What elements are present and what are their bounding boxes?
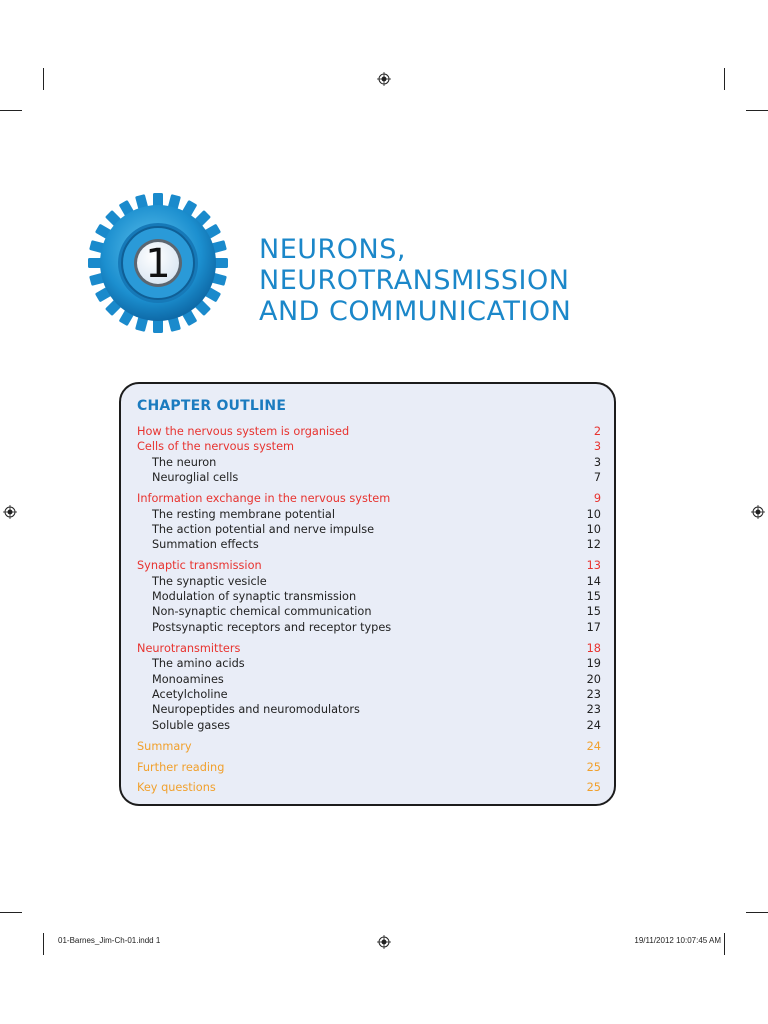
crop-mark xyxy=(43,68,44,90)
chapter-title xyxy=(259,234,679,327)
outline-entry xyxy=(137,702,601,718)
outline-heading: CHAPTER OUTLINE xyxy=(137,398,287,414)
outline-entry xyxy=(137,558,601,574)
outline-entry-page: 14 xyxy=(586,574,601,588)
registration-mark-icon xyxy=(377,72,391,86)
crop-mark xyxy=(43,933,44,955)
outline-entry-label: The synaptic vesicle xyxy=(152,574,267,588)
outline-entry-page: 25 xyxy=(586,760,601,774)
outline-entry xyxy=(137,491,601,507)
outline-entry xyxy=(137,537,601,553)
outline-entry-label: Information exchange in the nervous system xyxy=(137,492,391,506)
outline-entry-label: Neuropeptides and neuromodulators xyxy=(152,703,360,717)
outline-entry-label: How the nervous system is organised xyxy=(137,425,350,438)
chapter-title-line: AND COMMUNICATION xyxy=(259,296,572,327)
outline-entry-label: Modulation of synaptic transmission xyxy=(152,590,357,603)
outline-entry-page: 20 xyxy=(586,672,601,686)
chapter-title-line: NEURONS, xyxy=(259,234,406,265)
outline-entry-label: The amino acids xyxy=(152,657,245,671)
registration-mark-icon xyxy=(377,935,391,949)
outline-entry-label: Synaptic transmission xyxy=(137,559,262,573)
chapter-outline-box xyxy=(119,382,616,806)
outline-entry xyxy=(137,470,601,486)
outline-entry-page: 3 xyxy=(593,455,601,469)
crop-mark xyxy=(724,933,725,955)
outline-entry-page: 24 xyxy=(586,739,601,753)
crop-mark xyxy=(746,912,768,913)
outline-entry-page: 15 xyxy=(586,590,601,603)
outline-entry xyxy=(137,574,601,590)
outline-entry-label: Soluble gases xyxy=(152,718,231,732)
crop-mark xyxy=(724,68,725,90)
outline-entry xyxy=(137,620,601,636)
outline-entry-page: 13 xyxy=(586,559,601,573)
outline-entry-page: 19 xyxy=(586,657,601,671)
outline-entry-label: Cells of the nervous system xyxy=(137,440,295,454)
outline-entry xyxy=(137,718,601,734)
outline-entry-page: 3 xyxy=(593,440,601,454)
outline-entry xyxy=(137,604,601,620)
outline-entry-page: 12 xyxy=(586,538,601,552)
outline-entry xyxy=(137,687,601,703)
outline-entry-label: Further reading xyxy=(137,760,225,774)
outline-entry-page: 23 xyxy=(586,703,601,717)
outline-entry-label: Summary xyxy=(137,739,192,753)
outline-entry-label: Non-synaptic chemical communication xyxy=(152,605,372,619)
outline-entry-label: The resting membrane potential xyxy=(152,507,335,521)
outline-entry-label: Neurotransmitters xyxy=(137,641,241,655)
outline-entry-label: Postsynaptic receptors and receptor types xyxy=(152,620,392,634)
crop-mark xyxy=(0,110,22,111)
outline-entry xyxy=(137,760,601,776)
outline-entry-page: 15 xyxy=(586,605,601,619)
outline-entry-page: 24 xyxy=(586,718,601,732)
outline-entry-page: 18 xyxy=(586,641,601,655)
outline-entry-page: 17 xyxy=(586,620,601,634)
outline-entry-label: Neuroglial cells xyxy=(152,471,239,485)
outline-entry xyxy=(137,656,601,672)
outline-entry xyxy=(137,522,601,538)
outline-entry-page: 10 xyxy=(586,522,601,536)
outline-entry xyxy=(137,507,601,523)
outline-entry xyxy=(137,780,601,796)
outline-entry xyxy=(137,439,601,455)
chapter-number: 1 xyxy=(145,241,171,287)
outline-entry xyxy=(137,739,601,755)
registration-mark-icon xyxy=(3,505,17,519)
outline-entry-page: 2 xyxy=(593,425,601,438)
outline-entry-label: Acetylcholine xyxy=(152,687,228,701)
outline-entry xyxy=(137,641,601,657)
outline-entry-page: 7 xyxy=(593,471,601,485)
outline-entry-label: The action potential and nerve impulse xyxy=(152,522,375,536)
chapter-title-line: NEUROTRANSMISSION xyxy=(259,265,570,296)
crop-mark xyxy=(746,110,768,111)
outline-entry-page: 23 xyxy=(586,687,601,701)
outline-entry-page: 10 xyxy=(586,507,601,521)
outline-entry xyxy=(137,589,601,605)
crop-mark xyxy=(0,912,22,913)
outline-entry-label: Summation effects xyxy=(152,538,259,552)
outline-entry-label: The neuron xyxy=(152,455,217,469)
footer-datetime: 19/11/2012 10:07:45 AM xyxy=(634,936,721,945)
registration-mark-icon xyxy=(751,505,765,519)
outline-entry-page: 9 xyxy=(593,492,601,506)
outline-entry xyxy=(137,672,601,688)
outline-entry-label: Key questions xyxy=(137,781,216,795)
outline-entry xyxy=(137,455,601,471)
outline-entry xyxy=(137,424,601,440)
outline-entry-label: Monoamines xyxy=(152,672,224,686)
chapter-gear-icon xyxy=(84,192,232,334)
footer-file-name: 01-Barnes_Jim-Ch-01.indd 1 xyxy=(58,936,161,945)
outline-entry-page: 25 xyxy=(586,781,601,795)
